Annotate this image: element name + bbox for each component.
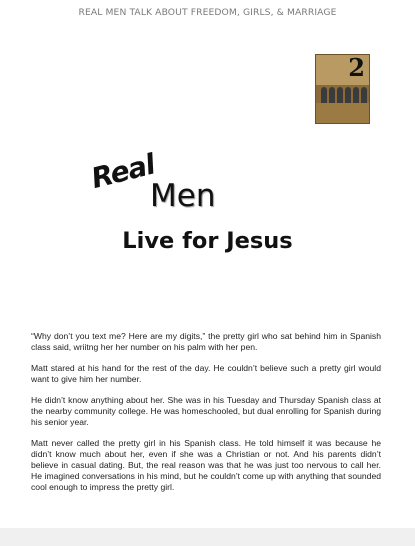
chapter-subtitle: Live for Jesus	[122, 228, 293, 254]
body-text	[31, 331, 381, 503]
cover-bottom-band	[316, 103, 369, 123]
paragraph: Matt never called the pretty girl in his Spanish class. He told himself it was because he didn’t know much about her, even if she was a Christian or not. And his parents didn’t believe in casual dating. But, the real reason was that he was just too nervous to call her. He imagined conversations in his mind, but he couldn’t come up with anything that sounded cool enough to impress the pretty girl.	[31, 438, 381, 492]
paragraph: He didn’t know anything about her. She was in his Tuesday and Thursday Spanish class at the nearby community college. He was homeschooled, but dual enrolling for Spanish during his senior year.	[31, 395, 381, 427]
paragraph: Matt stared at his hand for the rest of the day. He couldn’t believe such a pretty girl would want to give him her number.	[31, 363, 381, 384]
paragraph: “Why don’t you text me? Here are my digits,” the pretty girl who sat behind him in Spanish class said, wriitng her her number on his palm with her pen.	[31, 331, 381, 352]
cover-photo	[319, 83, 367, 105]
chapter-title-men: Men	[150, 178, 216, 214]
chapter-title-real: Real	[88, 147, 158, 195]
volume-number: 2	[348, 54, 365, 82]
book-cover-thumbnail	[315, 54, 370, 124]
running-header: REAL MEN TALK ABOUT FREEDOM, GIRLS, & MARRIAGE	[78, 7, 337, 18]
